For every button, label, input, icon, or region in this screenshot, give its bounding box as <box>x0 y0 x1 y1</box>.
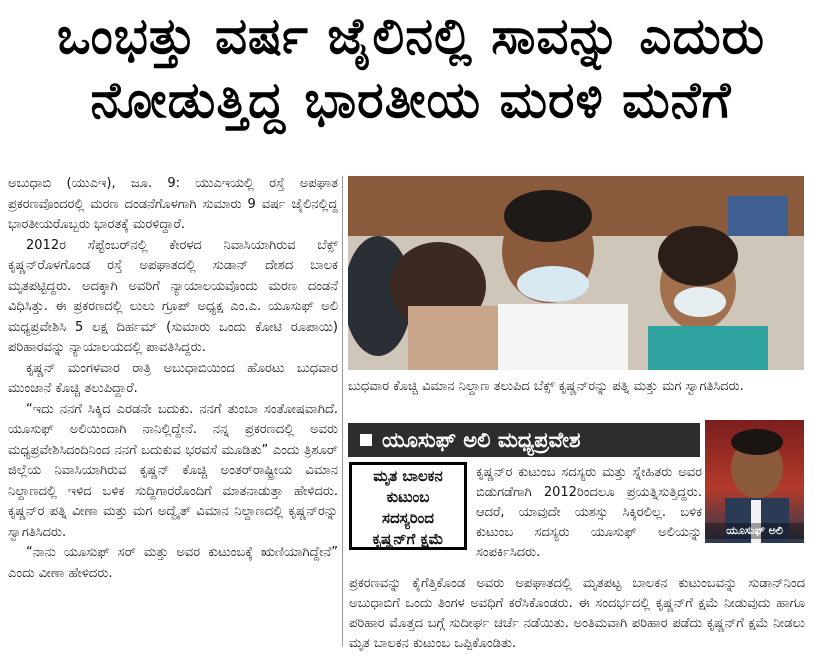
headline-line-1: ಒಂಭತ್ತು ವರ್ಷ ಜೈಲಿನಲ್ಲಿ ಸಾವನ್ನು ಎದುರು <box>56 6 766 65</box>
portrait-label: ಯೂಸುಫ್ ಅಲಿ <box>705 523 804 539</box>
sidebox <box>349 462 467 550</box>
subhead-bar <box>348 423 700 457</box>
photo-caption: ಬುಧವಾರ ಕೊಚ್ಚಿ ವಿಮಾನ ನಿಲ್ದಾಣ ತಲುಪಿದ ಬೆಕ್ಸ್ ಕೃಷ್ಣನ್‌ರನ್ನು ಪತ್ನಿ ಮತ್ತು ಮಗ ಸ್ವಾಗತಿಸಿದರು. <box>348 379 744 394</box>
left-para-3: ಕೃಷ್ಣನ್ ಮಂಗಳವಾರ ರಾತ್ರಿ ಅಬುಧಾಬಿಯಿಂದ ಹೊರಟು ಬುಧವಾರ ಮುಂಜಾನೆ ಕೊಚ್ಚಿ ತಲುಪಿದ್ದಾರೆ. <box>8 360 338 396</box>
left-para-2: 2012ರ ಸೆಪ್ಟೆಂಬರ್‌ನಲ್ಲಿ ಕೇರಳದ ನಿವಾಸಿಯಾಗಿರುವ ಬೆಕ್ಸ್ ಕೃಷ್ಣನ್‌ರೊಳಗೊಂಡ ರಸ್ತೆ ಅಪಘಾತದಲ್ಲಿ ಸುಡಾನ್ ದೇಶದ ಬಾಲಕ ಮೃತಪಟ್ಟಿದ್ದರು. ಅದಕ್ಕಾಗಿ ಅವರಿಗೆ ನ್ಯಾಯಾಲಯವೊಂದು ಮರಣ ದಂಡನೆ ವಿಧಿಸಿತ್ತು. ಈ ಪ್ರಕರಣದಲ್ಲಿ ಲುಲು ಗ್ರೂಪ್ ಅಧ್ಯಕ್ಷ ಎಂ.ಎ. ಯೂಸುಫ್ ಅಲಿ ಮಧ್ಯಪ್ರವೇಶಿಸಿ 5 ಲಕ್ಷ ದಿರ್ಹಮ್ (ಸುಮಾರು ಒಂದು ಕೋಟಿ ರೂಪಾಯಿ) ಪರಿಹಾರವನ್ನು ನ್ಯಾಯಾಲಯದಲ್ಲಿ ಪಾವತಿಸಿದ್ದರು. <box>8 237 338 355</box>
news-photo-illustration <box>348 176 804 370</box>
column-divider <box>342 176 343 646</box>
headline-line-2: ನೋಡುತ್ತಿದ್ದ ಭಾರತೀಯ ಮರಳಿ ಮನೆಗೆ <box>90 70 732 129</box>
headline <box>0 4 822 132</box>
portrait-photo <box>705 420 804 543</box>
left-para-4: “ಇದು ನನಗೆ ಸಿಕ್ಕಿದ ಎರಡನೇ ಬದುಕು. ನನಗೆ ತುಂಬಾ ಸಂತೋಷವಾಗಿದೆ. ಯೂಸುಫ್ ಅಲಿಯಿಂದಾಗಿ ನಾನಿಲ್ಲಿದ್ದೇನೆ. ನನ್ನ ಪ್ರಕರಣದಲ್ಲಿ ಅವರು ಮಧ್ಯಪ್ರವೇಶಿಸಿದಂದಿನಿಂದ ನನಗೆ ಬದುಕುವ ಭರವಸೆ ಮೂಡಿತು” ಎಂದು ತ್ರಿಶೂರ್ ಜಿಲ್ಲೆಯ ನಿವಾಸಿಯಾಗಿರುವ ಕೃಷ್ಣನ್ ಕೊಚ್ಚಿ ಅಂತರ್‌ರಾಷ್ಟ್ರೀಯ ವಿಮಾನ ನಿಲ್ದಾಣದಲ್ಲಿ ಇಳಿದ ಬಳಿಕ ಸುದ್ದಿಗಾರರೊಂದಿಗೆ ಮಾತನಾಡುತ್ತಾ ಹೇಳಿದರು. ಕೃಷ್ಣನ್‌ರ ಪತ್ನಿ ವೀಣಾ ಮತ್ತು ಮಗ ಅದ್ವೈತ್ ವಿಮಾನ ನಿಲ್ದಾಣದಲ್ಲಿ ಕೃಷ್ಣನ್‌ರನ್ನು ಸ್ವಾಗತಿಸಿದರು. <box>8 401 338 540</box>
left-para-1: ಅಬುಧಾಬಿ (ಯುಎಇ), ಜೂ. 9: ಯುಎಇಯಲ್ಲಿ ರಸ್ತೆ ಅಪಘಾತ ಪ್ರಕರಣವೊಂದರಲ್ಲಿ ಮರಣ ದಂಡನೆಗೊಳಗಾಗಿ ಸುಮಾರು 9 ವರ್ಷ ಜೈಲಿನಲ್ಲಿದ್ದ ಭಾರತೀಯರೊಬ್ಬರು ಭಾರತಕ್ಕೆ ಮರಳಿದ್ದಾರೆ. <box>8 176 338 232</box>
sidebox-line-3: ಸದಸ್ಯರಿಂದ <box>382 509 434 527</box>
bottom-paragraph <box>349 574 805 654</box>
news-photo <box>348 176 804 370</box>
sidebox-line-2: ಕುಟುಂಬ <box>386 488 430 506</box>
square-bullet-icon <box>360 434 372 446</box>
bottom-para-text: ಪ್ರಕರಣವನ್ನು ಕೈಗೆತ್ತಿಕೊಂಡ ಅವರು ಅಪಘಾತದಲ್ಲಿ ಮೃತಪಟ್ಟ ಬಾಲಕನ ಕುಟುಂಬವನ್ನು ಸುಡಾನ್‌ನಿಂದ ಅಬುಧಾಬಿಗೆ ಒಂದು ತಿಂಗಳ ಅವಧಿಗೆ ಕರೆಸಿಕೊಂಡರು. ಈ ಸಂದರ್ಭದಲ್ಲಿ ಕೃಷ್ಣನ್‌ಗೆ ಕ್ಷಮೆ ನೀಡುವುದು ಹಾಗೂ ಪರಿಹಾರ ಮೊತ್ತದ ಬಗ್ಗೆ ಸುದೀರ್ಘ ಚರ್ಚೆ ನಡೆಯಿತು. ಅಂತಿಮವಾಗಿ ಪರಿಹಾರ ಪಡೆದು ಕೃಷ್ಣನ್‌ಗೆ ಕ್ಷಮೆ ನೀಡಲು ಮೃತ ಬಾಲಕನ ಕುಟುಂಬ ಒಪ್ಪಿಕೊಂಡಿತು. <box>349 576 805 651</box>
subhead-title: ಯೂಸುಫ್ ಅಲಿ ಮಧ್ಯಪ್ರವೇಶ <box>382 428 581 452</box>
sidebox-line-4: ಕೃಷ್ಣನ್‌ಗೆ ಕ್ಷಮೆ <box>372 530 444 548</box>
right-column-top <box>476 463 702 563</box>
sidebox-line-1: ಮೃತ ಬಾಲಕನ <box>373 467 443 485</box>
left-column <box>8 174 338 584</box>
right-top-para: ಕೃಷ್ಣನ್‌ರ ಕುಟುಂಬ ಸದಸ್ಯರು ಮತ್ತು ಸ್ನೇಹಿತರು ಅವರ ಬಿಡುಗಡೆಗಾಗಿ 2012ರಿಂದಲೂ ಪ್ರಯತ್ನಿಸುತ್ತಿದ್ದರು. ಆದರೆ, ಯಾವುದೇ ಯಶಸ್ಸು ಸಿಕ್ಕಿರಲಿಲ್ಲ. ಬಳಿಕ ಕುಟುಂಬ ಸದಸ್ಯರು ಯೂಸುಫ್ ಅಲಿಯನ್ನು ಸಂಪರ್ಕಿಸಿದರು. <box>476 465 702 560</box>
left-para-5: “ನಾನು ಯೂಸುಫ್ ಸರ್ ಮತ್ತು ಅವರ ಕುಟುಂಬಕ್ಕೆ ಋಣಿಯಾಗಿದ್ದೇನೆ” ಎಂದು ವೀಣಾ ಹೇಳಿದರು. <box>8 545 338 581</box>
